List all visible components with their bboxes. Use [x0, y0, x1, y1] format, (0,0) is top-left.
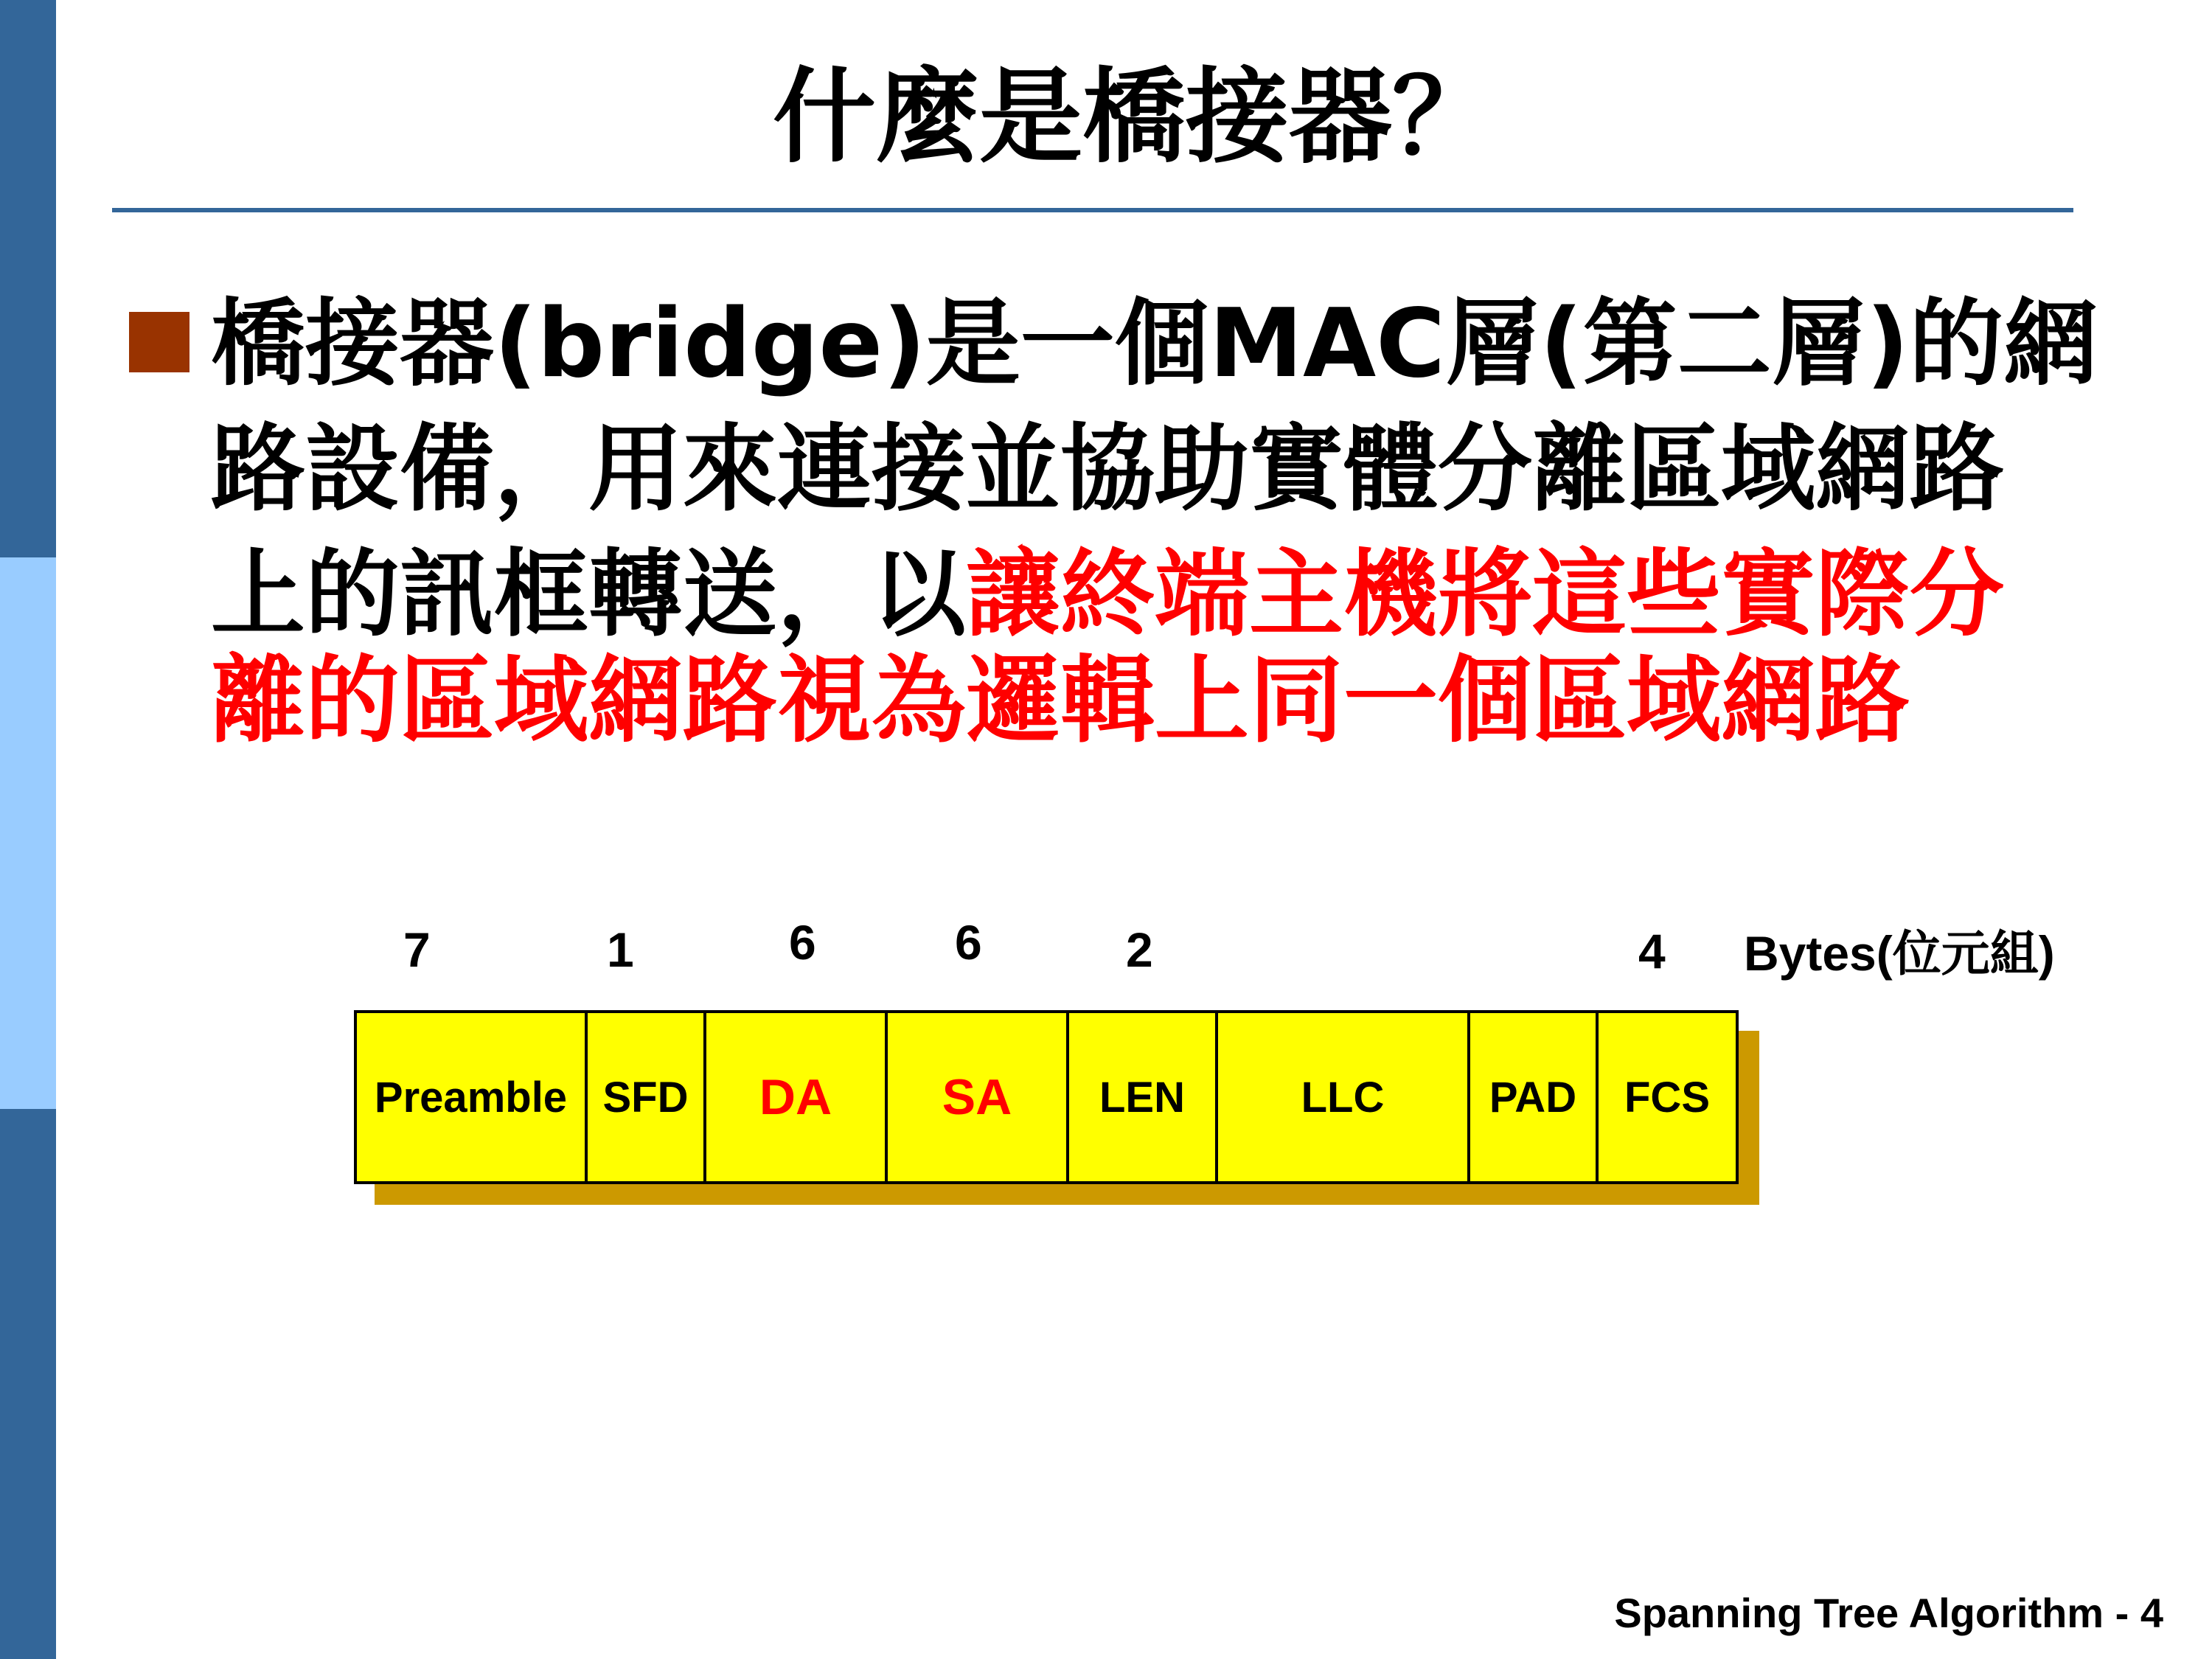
bullet-line-1: 橋接器(bridge)是一個MAC層(第二層)的網: [211, 289, 2098, 399]
slide-title: 什麼是橋接器？: [772, 58, 1495, 178]
frame-field-preamble: Preamble: [357, 1013, 588, 1181]
bullet-text: [211, 282, 2098, 764]
byte-count-fcs: 4: [1638, 924, 1666, 978]
frame-field-llc: LLC: [1218, 1013, 1470, 1181]
frame-field-len: LEN: [1069, 1013, 1218, 1181]
byte-count-sa: 6: [955, 915, 982, 970]
frame-field-fcs: FCS: [1624, 1073, 1710, 1121]
frame-field-pad: PAD: [1470, 1013, 1599, 1181]
ethernet-frame-diagram: [354, 1010, 1739, 1184]
bullet-line-3-highlight: 讓終端主機將這些實際分: [966, 540, 2005, 650]
frame-field-sfd: SFD: [588, 1013, 706, 1181]
left-band-bottom: [0, 1109, 56, 1659]
bullet-square-icon: [129, 312, 189, 372]
byte-count-preamble: 7: [403, 922, 431, 977]
byte-count-len: 2: [1126, 922, 1153, 977]
bytes-unit-label: Bytes(位元組): [1744, 926, 2055, 981]
left-band-top: [0, 0, 56, 557]
byte-count-sfd: 1: [607, 922, 634, 977]
bullet-line-4-highlight: 離的區域網路視為邏輯上同一個區域網路: [211, 646, 1910, 756]
left-band-middle: [0, 557, 56, 1109]
bullet-line-3-plain: 上的訊框轉送，以: [211, 540, 967, 650]
title-underline: [112, 208, 2073, 212]
frame-field-sa: SA: [888, 1013, 1069, 1181]
frame-field-da: DA: [706, 1013, 888, 1181]
slide-footer: Spanning Tree Algorithm - 4: [1614, 1590, 2163, 1636]
byte-count-da: 6: [789, 915, 816, 970]
bullet-line-2: 路設備，用來連接並協助實體分離區域網路: [211, 414, 2005, 524]
